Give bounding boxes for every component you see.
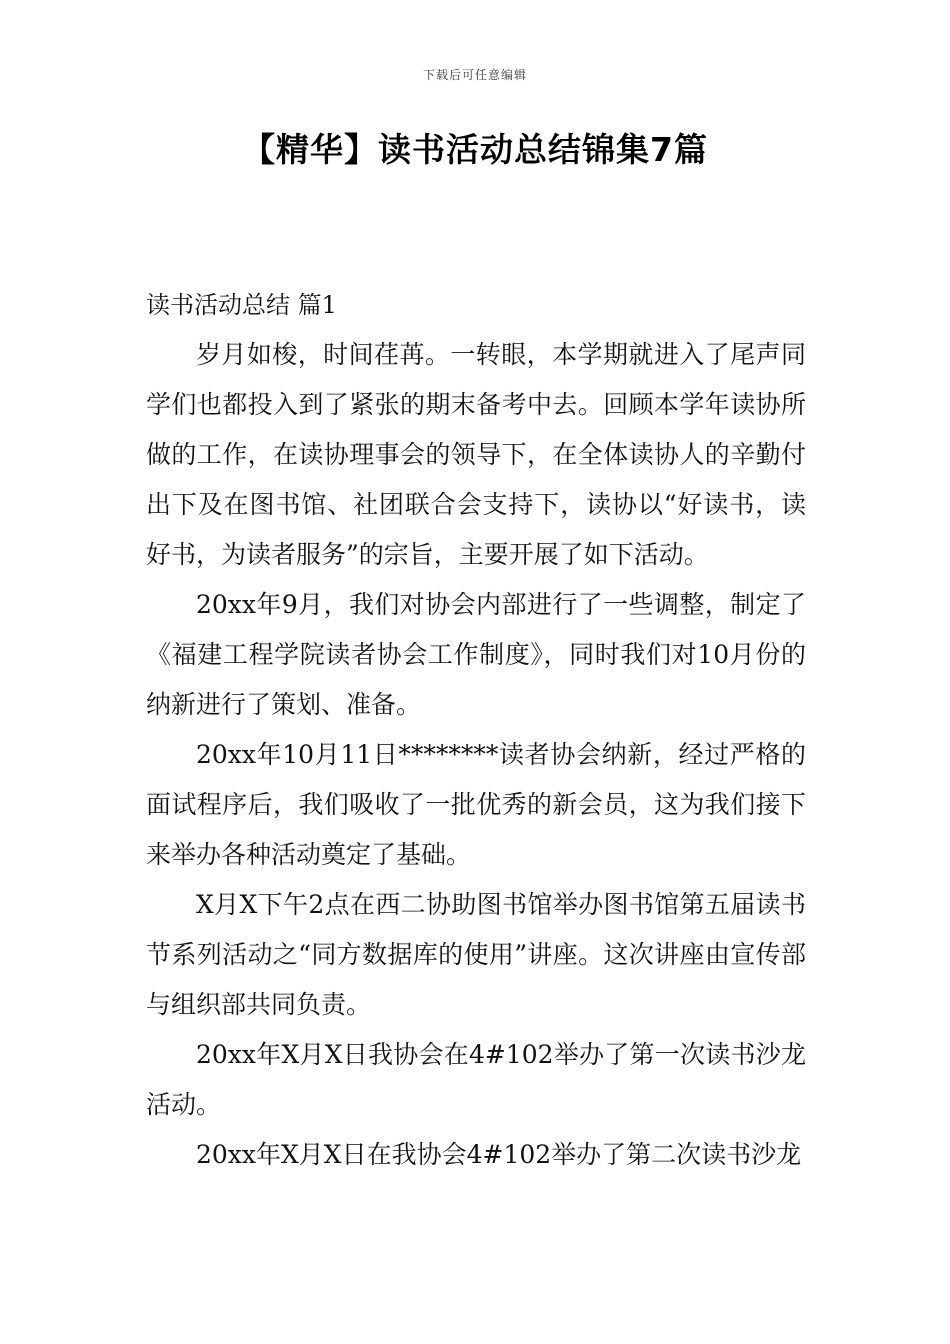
paragraph-2: 20xx年9月，我们对协会内部进行了一些调整，制定了《福建工程学院读者协会工作制度》，同时我们对10月份的纳新进行了策划、准备。 xyxy=(146,590,806,719)
header-note: 下载后可任意编辑 xyxy=(422,68,527,82)
section-heading: 读书活动总结 篇1 xyxy=(146,291,337,319)
paragraph-4: X月X下午2点在西二协助图书馆举办图书馆第五届读书节系列活动之“同方数据库的使用”讲座。这次讲座由宣传部与组织部共同负责。 xyxy=(146,890,806,1019)
paragraph-3: 20xx年10月11日********读者协会纳新，经过严格的面试程序后，我们吸收了一批优秀的新会员，这为我们接下来举办各种活动奠定了基础。 xyxy=(146,740,806,869)
document-title: 【精华】读书活动总结锦集7篇 xyxy=(242,130,708,169)
paragraph-6: 20xx年X月X日在我协会4#102举办了第二次读书沙龙 xyxy=(196,1140,802,1169)
paragraph-5: 20xx年X月X日我协会在4#102举办了第一次读书沙龙活动。 xyxy=(146,1040,806,1119)
document-body xyxy=(146,280,806,1180)
paragraph-1: 岁月如梭，时间荏苒。一转眼，本学期就进入了尾声同学们也都投入到了紧张的期末备考中去。回顾本学年读协所做的工作，在读协理事会的领导下，在全体读协人的辛勤付出下及在图书馆、社团联合会支持下，读协以“好读书，读好书，为读者服务”的宗旨，主要开展了如下活动。 xyxy=(146,340,806,569)
